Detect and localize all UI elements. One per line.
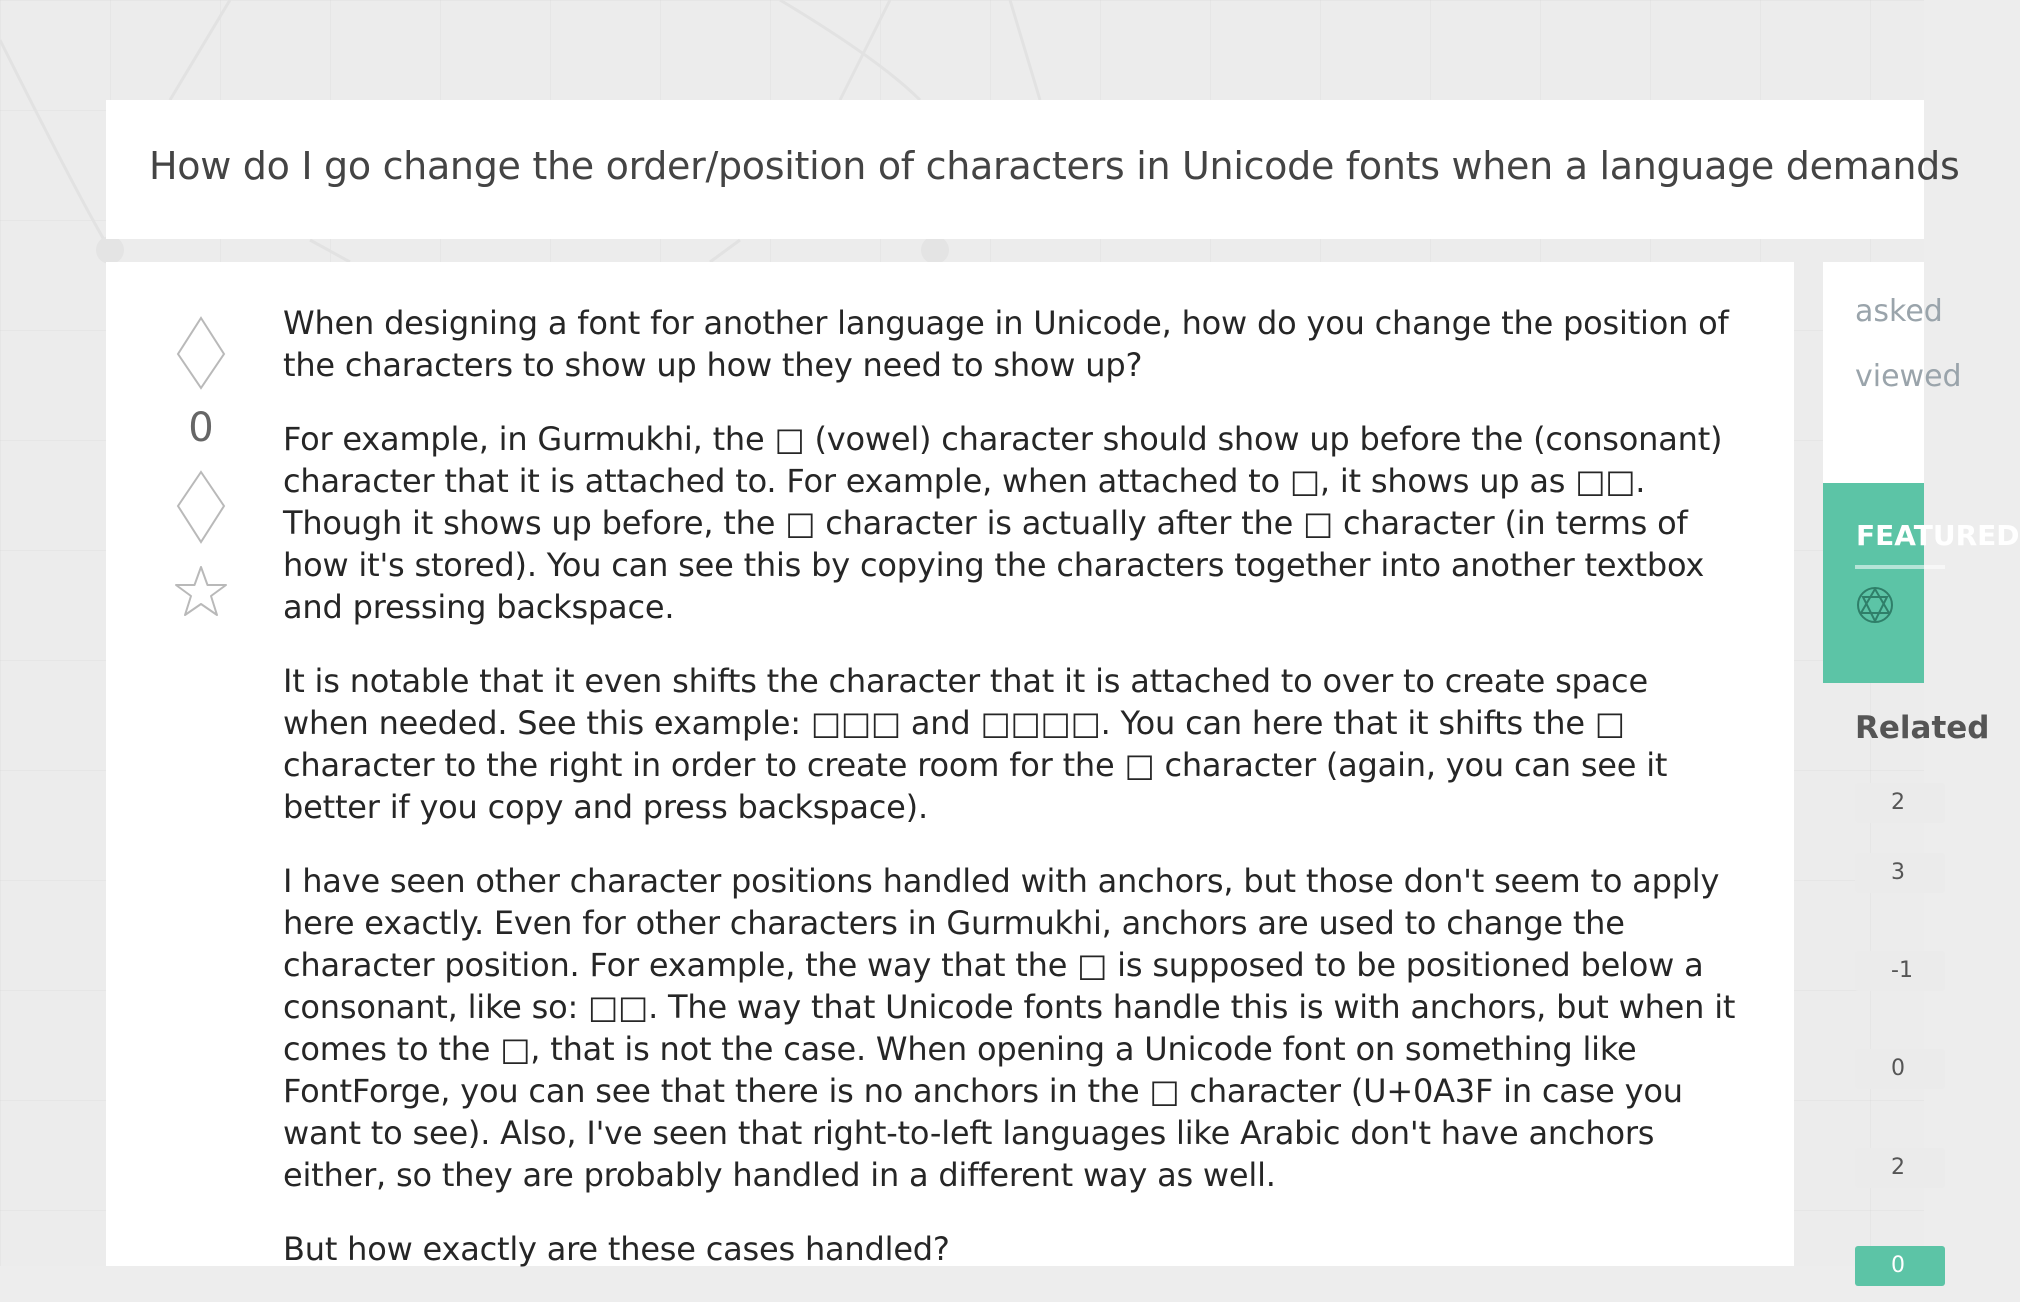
post-paragraph: For example, in Gurmukhi, the □ (vowel) character should show up before the (consonant) character that it is attached to. For example, when attached to □, it shows up as □□. Though it shows up before, the □ character is actually after the □ character (in terms of how it's stored). You can see this by copying the characters together into another textbox and pressing backspace. bbox=[283, 420, 1723, 626]
question-post bbox=[106, 262, 1794, 1266]
related-question-score[interactable]: 2 bbox=[1855, 1148, 1945, 1188]
post-paragraph: But how exactly are these cases handled? bbox=[283, 1230, 950, 1268]
post-paragraph: I have seen other character positions handled with anchors, but those don't seem to apply here exactly. Even for other characters in Gurmukhi, anchors are used to change the character position. For example, the way that the □ is supposed to be positioned below a consonant, like so: □□. The way that Unicode fonts handle this is with anchors, but when it comes to the □, that is not the case. When opening a Unicode font on something like FontForge, you can see that there is no anchors in the □ character (U+0A3F in case you want to see). Also, I've seen that right-to-left languages like Arabic don't have anchors either, so they are probably handled in a different way as well. bbox=[283, 862, 1736, 1194]
post-paragraph: When designing a font for another language in Unicode, how do you change the position of the characters to show up how they need to show up? bbox=[283, 304, 1729, 384]
question-title[interactable]: How do I go change the order/position of characters in Unicode fonts when a language demands bbox=[149, 144, 1960, 188]
site-logo-icon[interactable] bbox=[140, 0, 240, 10]
divider bbox=[1855, 565, 1945, 569]
viewed-label: viewed bbox=[1855, 359, 1962, 394]
related-question-score[interactable]: 0 bbox=[1855, 1246, 1945, 1286]
featured-title: FEATURED bbox=[1856, 519, 2020, 552]
related-question-score[interactable]: 0 bbox=[1855, 1049, 1945, 1089]
related-question-score[interactable]: -1 bbox=[1855, 951, 1945, 991]
related-question-score[interactable]: 2 bbox=[1855, 783, 1945, 823]
upvote-arrow-icon[interactable] bbox=[176, 316, 226, 390]
star-icon[interactable] bbox=[173, 564, 229, 620]
vote-cell bbox=[164, 316, 244, 620]
meta-logo-icon bbox=[1855, 585, 1895, 625]
question-stats bbox=[1823, 262, 1962, 492]
post-text bbox=[283, 302, 1743, 1302]
downvote-arrow-icon[interactable] bbox=[176, 470, 226, 544]
related-title: Related bbox=[1855, 710, 1990, 746]
related-question-score[interactable]: 3 bbox=[1855, 853, 1945, 893]
asked-label: asked bbox=[1855, 294, 1943, 329]
post-paragraph: It is notable that it even shifts the character that it is attached to over to create space when needed. See this example: □□□ and □□□□. You can here that it shifts the □ character to the right in order to create room for the □ character (again, you can see it better if you copy and press backspace). bbox=[283, 662, 1668, 826]
featured-box bbox=[1823, 483, 2020, 683]
question-header bbox=[106, 100, 1960, 239]
vote-count: 0 bbox=[188, 405, 214, 451]
